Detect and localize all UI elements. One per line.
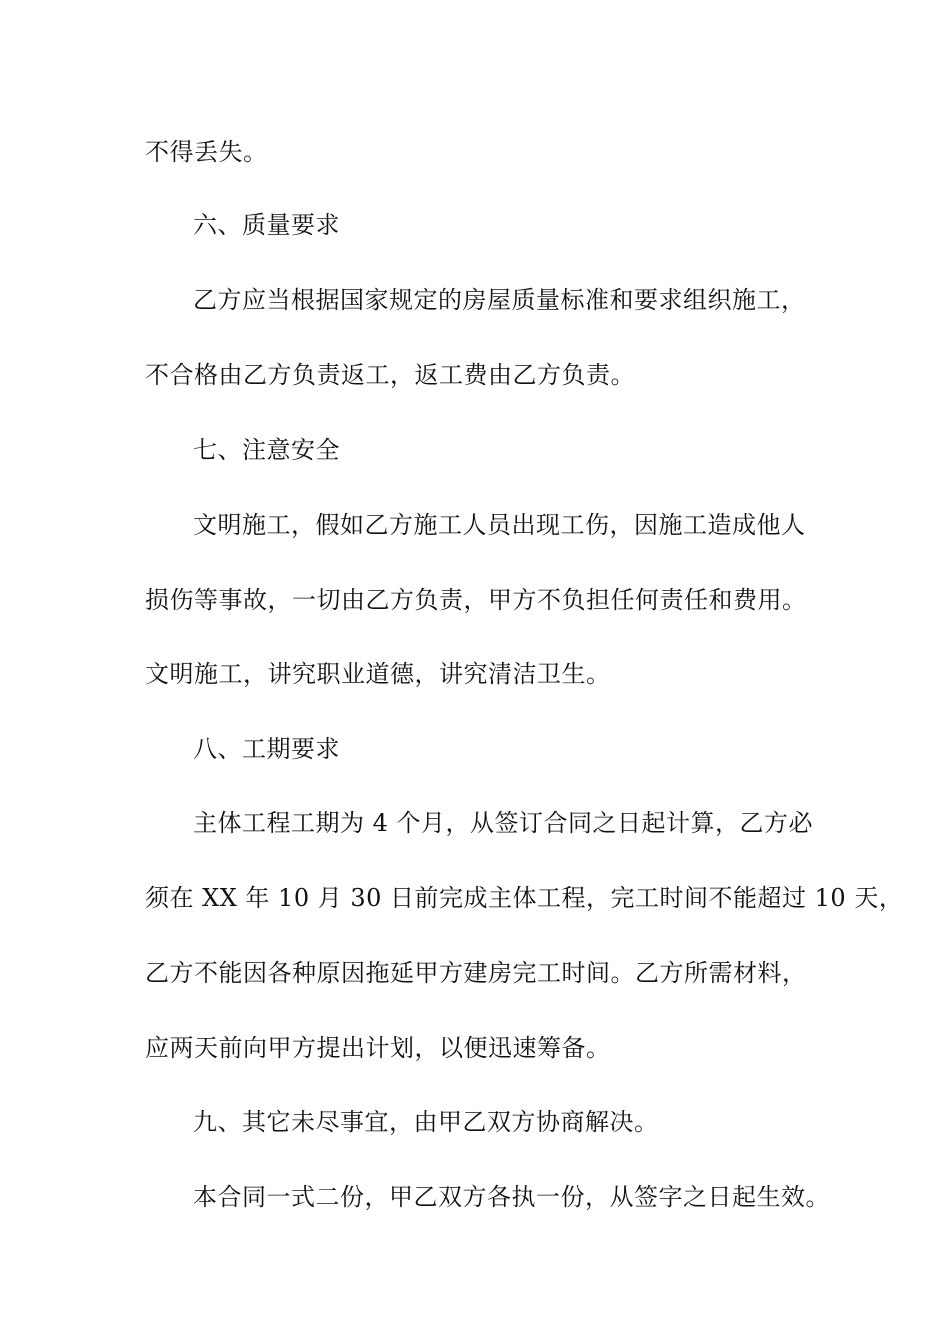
text-line: 须在 XX 年 10 月 30 日前完成主体工程，完工时间不能超过 10 天， — [145, 884, 904, 912]
text-line: 文明施工，讲究职业道德，讲究清洁卫生。 — [145, 660, 611, 688]
text-line: 应两天前向甲方提出计划，以便迅速筹备。 — [145, 1034, 611, 1062]
text-line: 主体工程工期为 4 个月，从签订合同之日起计算，乙方必 — [193, 809, 814, 837]
text-line: 不得丢失。 — [145, 138, 268, 166]
text-line: 本合同一式二份，甲乙双方各执一份，从签字之日起生效。 — [193, 1183, 830, 1211]
section-heading-schedule: 八、工期要求 — [193, 735, 340, 763]
section-heading-other: 九、其它未尽事宜，由甲乙双方协商解决。 — [193, 1108, 659, 1136]
text-line: 文明施工，假如乙方施工人员出现工伤，因施工造成他人 — [193, 511, 806, 539]
text-line: 不合格由乙方负责返工，返工费由乙方负责。 — [145, 361, 635, 389]
text-line: 乙方应当根据国家规定的房屋质量标准和要求组织施工， — [193, 286, 806, 314]
section-heading-safety: 七、注意安全 — [193, 436, 340, 464]
text-line: 损伤等事故，一切由乙方负责，甲方不负担任何责任和费用。 — [145, 586, 807, 614]
text-line: 乙方不能因各种原因拖延甲方建房完工时间。乙方所需材料， — [145, 959, 807, 987]
section-heading-quality: 六、质量要求 — [193, 211, 340, 239]
